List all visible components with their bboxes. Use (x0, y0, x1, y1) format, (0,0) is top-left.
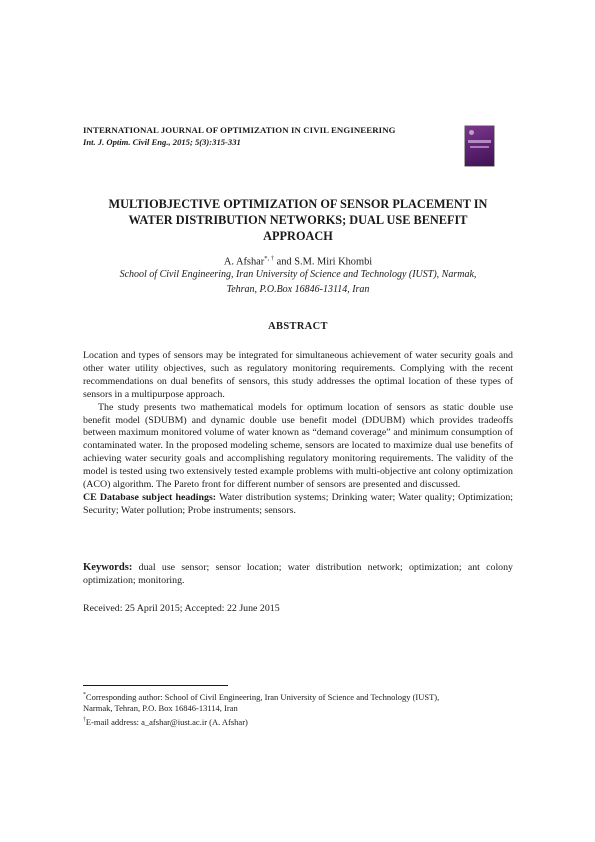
keywords-text: dual use sensor; sensor location; water distribution network; optimization; ant colony optimization; monitoring. (83, 562, 513, 586)
footnote-text: Corresponding author: School of Civil Engineering, Iran University of Science and Technology (IUST), (85, 691, 440, 702)
affiliation-line: School of Civil Engineering, Iran University of Science and Technology (IUST), Narmak, (119, 269, 477, 280)
email-text: E-mail address: a_afshar@iust.ac.ir (A. Afshar) (85, 716, 248, 727)
author-name: A. Afshar (223, 256, 265, 268)
affiliation (83, 268, 513, 297)
cover-emblem-icon (469, 130, 474, 135)
subject-headings-label: CE Database subject headings: (83, 491, 217, 503)
title-line: WATER DISTRIBUTION NETWORKS; DUAL USE BENEFIT (128, 213, 468, 227)
keywords-label: Keywords: (83, 562, 133, 573)
title-line: MULTIOBJECTIVE OPTIMIZATION OF SENSOR PLACEMENT IN (108, 197, 488, 211)
footnote-continuation: Narmak, Tehran, P.O. Box 16846-13114, Iran (83, 703, 238, 714)
journal-cover-thumbnail (465, 126, 494, 166)
subject-headings (83, 492, 513, 518)
author-name: S.M. Miri Khombi (294, 256, 373, 268)
paper-title (83, 196, 513, 244)
footnote-divider (83, 685, 228, 686)
author-footnote-marks: *, † (264, 255, 274, 262)
subject-headings-text: Water distribution systems; Drinking water; Water quality; Optimization; Security; Water pollution; Probe instruments; sensors. (83, 491, 514, 516)
cover-title-band (468, 140, 491, 143)
journal-citation: Int. J. Optim. Civil Eng., 2015; 5(3):315-331 (83, 137, 241, 147)
abstract-body (83, 350, 513, 518)
keywords (83, 562, 513, 588)
footnote-corresponding (83, 690, 513, 703)
journal-header (83, 125, 443, 147)
author-line (83, 255, 513, 267)
abstract-paragraph: The study presents two mathematical models for optimum location of sensors as static double use benefit model (SDUBM) and dynamic double use benefit model (DDUBM) which provides tradeoffs between maximum monitored volume of water known as “demand coverage” and minimum consumption of contaminated water. In the proposed modeling scheme, sensors are located to maximize dual use benefits of achieving water security goals and accomplishing regulatory monitoring requirements. The validity of the model is tested using two extensively tested example problems with multi-objective ant colony optimization (ACO) algorithm. The Pareto front for different number of sensors are presented and discussed. (83, 401, 513, 491)
author-connector: and (276, 256, 292, 268)
journal-name: INTERNATIONAL JOURNAL OF OPTIMIZATION IN CIVIL ENGINEERING (83, 125, 396, 135)
received-dates: Received: 25 April 2015; Accepted: 22 June 2015 (83, 603, 280, 614)
footnote-mark: † (83, 717, 86, 724)
title-line: APPROACH (263, 229, 333, 243)
abstract-heading: ABSTRACT (268, 321, 328, 332)
cover-subtitle-band (470, 146, 489, 148)
footnotes (83, 690, 513, 728)
footnote-mark: * (83, 692, 86, 698)
affiliation-line: Tehran, P.O.Box 16846-13114, Iran (226, 283, 370, 295)
footnote-email (83, 715, 513, 728)
abstract-paragraph: Location and types of sensors may be integrated for simultaneous achievement of water security goals and other water utility objectives, such as regulatory monitoring requirements. Complying with the recent recommendations on dual benefits of sensors, this study addresses the optimal location of these types of sensors in a multipurpose approach. (83, 350, 513, 400)
